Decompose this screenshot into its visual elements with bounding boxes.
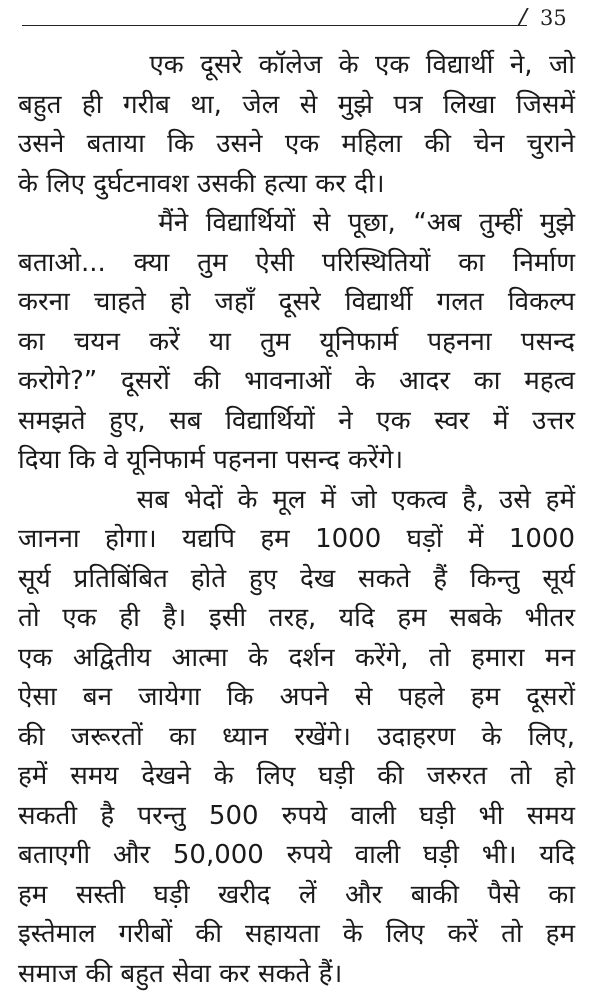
page-body [18, 46, 575, 994]
text-line: हमें समय देखने के लिए घड़ी की जरुरत तो हो [18, 761, 575, 791]
paragraph-2 [18, 204, 575, 481]
text-line: इस्तेमाल गरीबों की सहायता के लिए करें तो हम [18, 919, 575, 949]
text-line: करोगे?” दूसरों की भावनाओं के आदर का महत्व [18, 366, 575, 396]
page-number: 35 [540, 6, 567, 30]
text-line: बताओ... क्या तुम ऐसी परिस्थितियों का निर्माण [18, 247, 575, 278]
header-rule [22, 25, 527, 26]
page-header [0, 0, 600, 40]
text-line: की जरूरतों का ध्यान रखेंगे। उदाहरण के लिए, [18, 721, 575, 752]
text-line: करना चाहते हो जहाँ दूसरे विद्यार्थी गलत विकल्प [18, 287, 575, 317]
text-line: सकती है परन्तु 500 रुपये वाली घड़ी भी समय [18, 800, 575, 831]
text-line: का चयन करें या तुम यूनिफार्म पहनना पसन्द [18, 326, 575, 357]
paragraph-1 [18, 46, 575, 204]
text-line: ऐसा बन जायेगा कि अपने से पहले हम दूसरों [18, 682, 575, 712]
paragraph-3 [18, 481, 575, 994]
header-slash-mark [517, 8, 529, 26]
text-line: तो एक ही है। इसी तरह, यदि हम सबके भीतर [18, 603, 575, 633]
text-line: मैंने विद्यार्थियों से पूछा, “अब तुम्हीं मुझे [18, 208, 575, 238]
text-line: हम सस्ती घड़ी खरीद लें और बाकी पैसे का [18, 879, 575, 910]
text-line: सब भेदों के मूल में जो एकत्व है, उसे हमें [18, 484, 575, 515]
text-line: एक दूसरे कॉलेज के एक विद्यार्थी ने, जो [18, 50, 575, 80]
text-line: दिया कि वे यूनिफार्म पहनना पसन्द करेंगे। [18, 445, 404, 475]
text-line: एक अद्वितीय आत्मा के दर्शन करेंगे, तो हमारा मन [18, 642, 575, 673]
text-line: बहुत ही गरीब था, जेल से मुझे पत्र लिखा जिसमें [18, 89, 575, 120]
text-line: के लिए दुर्घटनावश उसकी हत्या कर दी। [18, 168, 385, 199]
text-line: समाज की बहुत सेवा कर सकते हैं। [18, 958, 343, 989]
text-line: उसने बताया कि उसने एक महिला की चेन चुराने [18, 129, 575, 159]
text-line: जानना होगा। यद्यपि हम 1000 घड़ों में 1000 [18, 524, 575, 554]
text-line: बताएगी और 50,000 रुपये वाली घड़ी भी। यदि [18, 840, 575, 870]
text-line: सूर्य प्रतिबिंबित होते हुए देख सकते हैं किन्तु सूर्य [18, 563, 575, 594]
text-line: समझते हुए, सब विद्यार्थियों ने एक स्वर में उत्तर [18, 405, 575, 436]
